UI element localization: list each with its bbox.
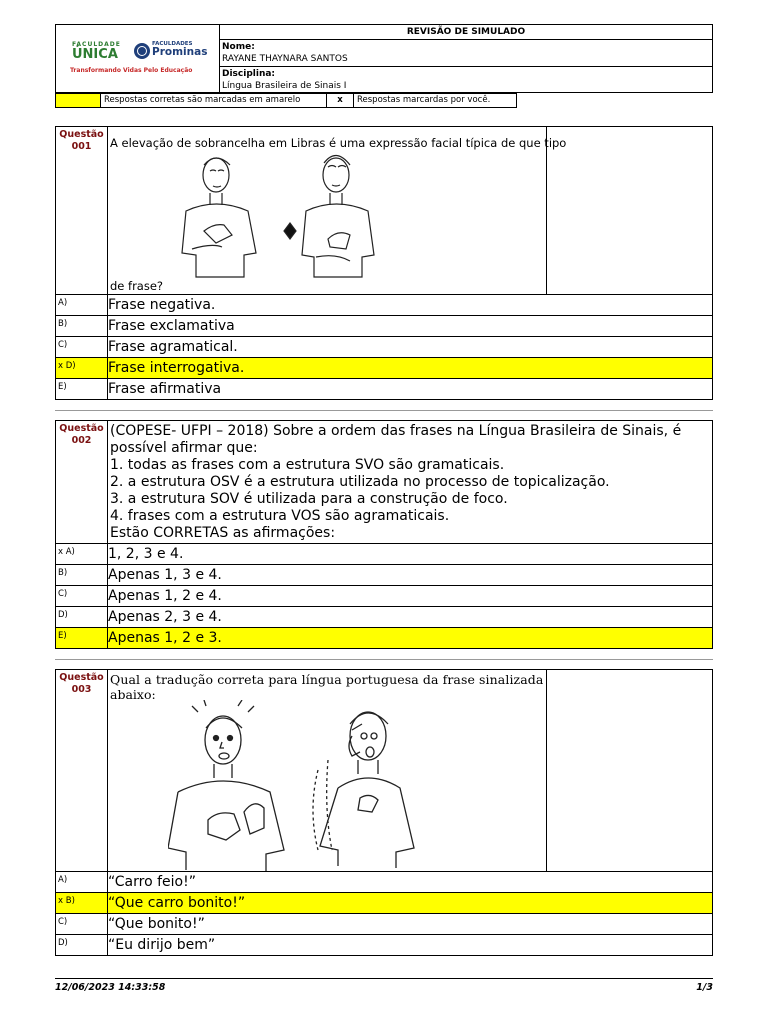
legend-correct-text: Respostas corretas são marcadas em amarelo bbox=[104, 95, 301, 105]
question-003-option-c[interactable]: C) “Que bonito!” bbox=[55, 913, 713, 935]
logo-unica-text: ÚNICA bbox=[72, 47, 118, 62]
question-002-option-c[interactable]: C) Apenas 1, 2 e 4. bbox=[55, 585, 713, 607]
legend-x-symbol: x bbox=[337, 95, 343, 105]
nome-cell bbox=[219, 39, 713, 67]
question-002-option-b[interactable]: B) Apenas 1, 3 e 4. bbox=[55, 564, 713, 586]
logo-prominas-text: Prominas bbox=[152, 46, 208, 58]
question-001-illustration bbox=[156, 153, 386, 279]
question-001-text-bottom: de frase? bbox=[110, 279, 164, 293]
question-001-option-a[interactable]: A) Frase negativa. bbox=[55, 294, 713, 316]
question-002-option-d[interactable]: D) Apenas 2, 3 e 4. bbox=[55, 606, 713, 628]
question-002-option-e[interactable]: E) Apenas 1, 2 e 3. bbox=[55, 627, 713, 649]
legend-yellow-swatch bbox=[55, 93, 101, 108]
legend-correct-cell bbox=[100, 93, 327, 108]
logo-faculdade-text: FACULDADE bbox=[72, 41, 121, 48]
disciplina-value: Língua Brasileira de Sinais I bbox=[222, 81, 347, 91]
question-002-label: Questão 002 bbox=[59, 423, 104, 446]
faculdade-unica-logo bbox=[72, 41, 130, 61]
question-001-block bbox=[55, 126, 713, 295]
separator-2 bbox=[55, 659, 713, 660]
question-001-option-c[interactable]: C) Frase agramatical. bbox=[55, 336, 713, 358]
question-003-option-d[interactable]: D) “Eu dirijo bem” bbox=[55, 934, 713, 956]
question-003-block bbox=[55, 669, 713, 872]
legend-marked-text: Respostas marcardas por você. bbox=[357, 95, 491, 105]
separator-1 bbox=[55, 410, 713, 411]
question-002-block bbox=[55, 420, 713, 544]
logo bbox=[70, 39, 210, 83]
question-001-option-d[interactable]: x D) Frase interrogativa. bbox=[55, 357, 713, 379]
question-003-illustration bbox=[168, 700, 428, 872]
question-001-option-b[interactable]: B) Frase exclamativa bbox=[55, 315, 713, 337]
disciplina-cell bbox=[219, 66, 713, 93]
question-003-option-b[interactable]: x B) “Que carro bonito!” bbox=[55, 892, 713, 914]
question-001-label: Questão 001 bbox=[59, 129, 104, 152]
question-003-option-a[interactable]: A) “Carro feio!” bbox=[55, 871, 713, 893]
prominas-globe-icon bbox=[134, 43, 150, 59]
footer-page-number: 1/3 bbox=[696, 982, 713, 993]
page-title: REVISÃO DE SIMULADO bbox=[406, 27, 526, 37]
disciplina-label: Disciplina: bbox=[222, 69, 276, 79]
question-002-option-a[interactable]: x A) 1, 2, 3 e 4. bbox=[55, 543, 713, 565]
header-logo-cell bbox=[55, 24, 220, 93]
legend-x-cell bbox=[326, 93, 354, 108]
logo-faculdades-text: FACULDADES bbox=[152, 41, 193, 47]
footer-datetime: 12/06/2023 14:33:58 bbox=[55, 982, 166, 993]
header-title-cell bbox=[219, 24, 713, 40]
nome-value: RAYANE THAYNARA SANTOS bbox=[222, 54, 348, 64]
nome-label: Nome: bbox=[222, 42, 255, 52]
logo-slogan: Transformando Vidas Pelo Educação bbox=[70, 67, 193, 74]
footer-rule bbox=[55, 978, 713, 979]
legend-marked-cell bbox=[353, 93, 517, 108]
question-001-text-top: A elevação de sobrancelha em Libras é uma expressão facial típica de que tipo bbox=[110, 136, 567, 150]
question-003-label: Questão 003 bbox=[59, 672, 104, 695]
question-003-text: Qual a tradução correta para língua portuguesa da frase sinalizada abaixo: bbox=[110, 672, 544, 702]
question-002-text: (COPESE- UFPI – 2018) Sobre a ordem das frases na Língua Brasileira de Sinais, é possível afirmar que: 1. todas as frases com a estrutura SVO são gramaticais. 2. a estrutura OSV é a estrutura utilizada no processo de topicalização. 3. a estrutura SOV é utilizada para a construção de foco. 4. frases com a estrutura VOS são agramaticais. Estão CORRETAS as afirmações: bbox=[110, 423, 682, 541]
question-001-option-e[interactable]: E) Frase afirmativa bbox=[55, 378, 713, 400]
